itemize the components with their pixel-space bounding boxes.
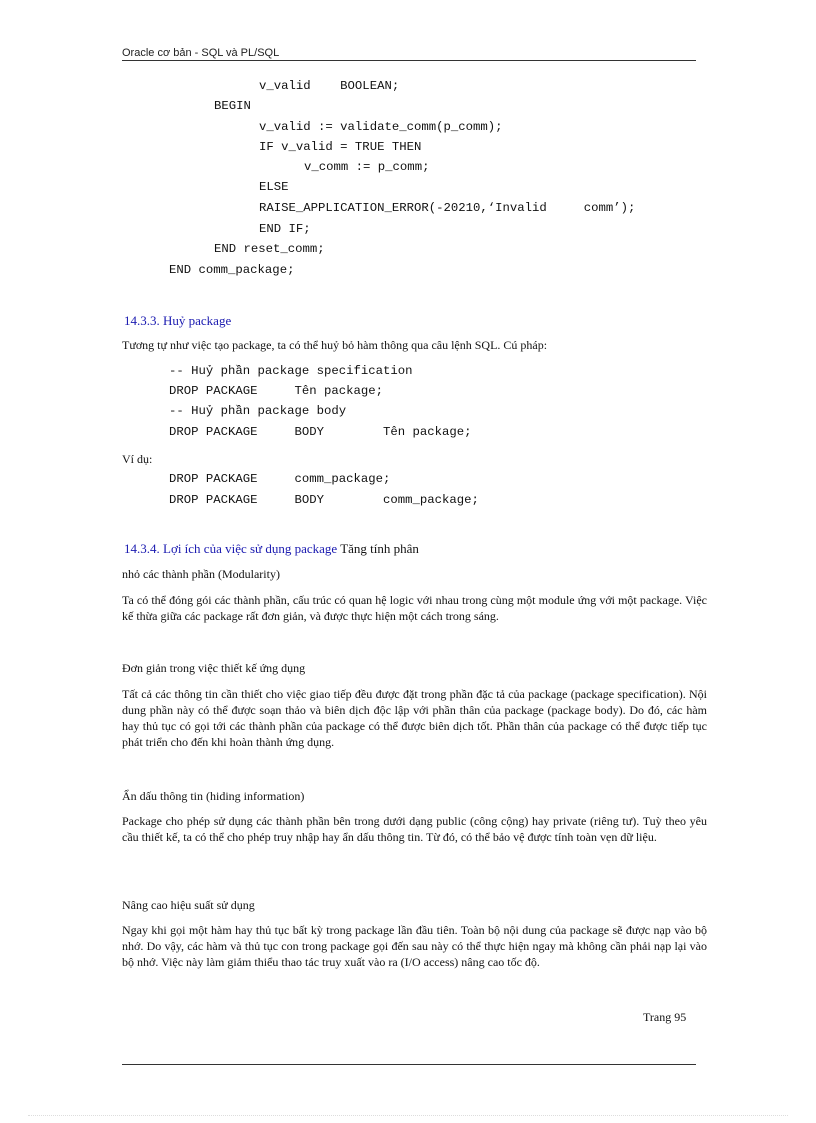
code-line: DROP PACKAGE BODY comm_package;	[169, 493, 479, 507]
code-line: DROP PACKAGE Tên package;	[169, 384, 384, 398]
section-number: 14.3.3.	[124, 313, 160, 328]
section-heading	[124, 313, 231, 329]
code-line: RAISE_APPLICATION_ERROR(-20210,‘Invalid comm’);	[259, 201, 636, 215]
code-line: END comm_package;	[169, 263, 295, 277]
code-line: -- Huỷ phần package body	[169, 404, 347, 418]
code-line: v_valid := validate_comm(p_comm);	[259, 120, 503, 134]
section-title: Huỷ package	[163, 313, 232, 328]
page-number: Trang 95	[643, 1010, 687, 1024]
code-line: END IF;	[259, 222, 311, 236]
section-title: Lợi ích của việc sử dụng package	[163, 541, 338, 556]
footer-divider	[122, 1064, 696, 1065]
section-heading	[124, 541, 419, 557]
intro-paragraph: Tương tự như việc tạo package, ta có thể huỷ bỏ hàm thông qua câu lệnh SQL. Cú pháp:	[122, 338, 548, 352]
code-line: ELSE	[259, 180, 289, 194]
subheading: Ẩn dấu thông tin (hiding information)	[122, 789, 305, 803]
body-paragraph: Tất cả các thông tin cần thiết cho việc giao tiếp đều được đặt trong phần đặc tả của package (package specification). Nội dung phần này có thể được soạn thảo và biên dịch độc lập với phần thân của package (package body). Do đó, các hàm hay thủ tục có gọi tới các thành phần của package có thể được biên dịch tốt. Phần thân của package có thể được tiếp tục phát triển cho đến khi hoàn thành ứng dụng.	[122, 687, 707, 749]
code-line: BEGIN	[214, 99, 251, 113]
subheading: Đơn giản trong việc thiết kế ứng dụng	[122, 661, 306, 675]
example-label: Ví dụ:	[122, 452, 153, 466]
code-line: DROP PACKAGE comm_package;	[169, 472, 391, 486]
page-edge-divider	[28, 1115, 788, 1116]
code-line: DROP PACKAGE BODY Tên package;	[169, 425, 472, 439]
code-line: -- Huỷ phần package specification	[169, 364, 413, 378]
code-line: v_comm := p_comm;	[304, 160, 430, 174]
body-paragraph: Ta có thể đóng gói các thành phần, cấu trúc có quan hệ logic với nhau trong cùng một module ứng với một package. Việc kế thừa giữa các package rất đơn giản, và được thực hiện một cách trong sáng.	[122, 593, 707, 623]
body-paragraph: Package cho phép sử dụng các thành phần bên trong dưới dạng public (công cộng) hay private (riêng tư). Tuỳ theo yêu cầu thiết kế, ta có thể cho phép truy nhập hay ẩn dấu thông tin. Từ đó, có thể bảo vệ được tính toàn vẹn dữ liệu.	[122, 814, 707, 844]
code-line: END reset_comm;	[214, 242, 325, 256]
section-number: 14.3.4.	[124, 541, 160, 556]
page-header: Oracle cơ bản - SQL và PL/SQL	[122, 46, 696, 61]
subheading: Nâng cao hiệu suất sử dụng	[122, 898, 255, 912]
section-title-tail: Tăng tính phân	[340, 541, 419, 556]
subheading: nhỏ các thành phần (Modularity)	[122, 567, 280, 581]
body-paragraph: Ngay khi gọi một hàm hay thủ tục bất kỳ trong package lần đầu tiên. Toàn bộ nội dung của package sẽ được nạp vào bộ nhớ. Do vậy, các hàm và thủ tục con trong package gọi đến sau này có thể thực hiện ngay mà không cần phải nạp lại vào bộ nhớ. Việc này làm giảm thiểu thao tác truy xuất vào ra (I/O access) nâng cao tốc độ.	[122, 923, 707, 969]
code-line: v_valid BOOLEAN;	[259, 79, 400, 93]
code-line: IF v_valid = TRUE THEN	[259, 140, 422, 154]
